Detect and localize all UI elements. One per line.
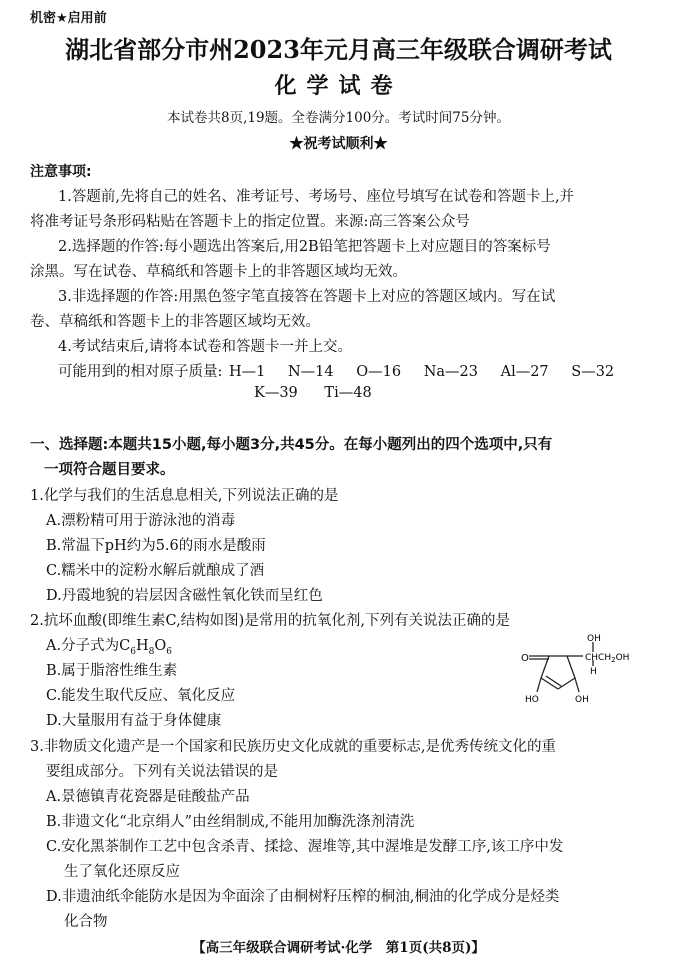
atomic-mass-label: 可能用到的相对原子质量: bbox=[58, 364, 223, 380]
q3-option-c-cont: 生了氧化还原反应 bbox=[64, 864, 180, 880]
ring-bond bbox=[558, 678, 575, 689]
q1-option-d: D.丹霞地貌的岩层因含磁性氧化铁而呈红色 bbox=[46, 588, 323, 604]
side-chain-label: $CHCH_2OH$ bbox=[585, 653, 630, 664]
atomic-mass-row bbox=[58, 360, 614, 381]
oh-bottom-label: OH bbox=[575, 695, 589, 705]
atomic-mass: O—16 bbox=[356, 364, 402, 380]
ring-double-bond bbox=[546, 676, 561, 686]
carbonyl-oxygen-label: O bbox=[521, 653, 529, 664]
section-heading-cont: 一项符合题目要求。 bbox=[44, 462, 175, 478]
section-heading: 一、选择题:本题共15小题,每小题3分,共45分。在每小题列出的四个选项中,只有 bbox=[30, 437, 553, 453]
atomic-mass: Al—27 bbox=[500, 364, 549, 380]
atomic-mass: Na—23 bbox=[423, 364, 478, 380]
q2-option-a bbox=[46, 634, 172, 657]
hydroxyl-bond bbox=[537, 678, 541, 692]
note-line: 1.答题前,先将自己的姓名、准考证号、考场号、座位号填写在试卷和答题卡上,并 bbox=[58, 189, 575, 205]
secret-label: 机密★启用前 bbox=[30, 11, 107, 26]
note-line: 4.考试结束后,请将本试卷和答题卡一并上交。 bbox=[58, 339, 352, 355]
q2-option-c: C.能发生取代反应、氧化反应 bbox=[46, 688, 236, 704]
exam-title: 湖北省部分市州2023年元月高三年级联合调研考试 bbox=[65, 35, 612, 64]
question-3-stem: 3.非物质文化遗产是一个国家和民族历史文化成就的重要标志,是优秀传统文化的重 bbox=[30, 739, 556, 755]
question-1-stem: 1.化学与我们的生活息息相关,下列说法正确的是 bbox=[30, 488, 339, 504]
molecular-formula: $C_6H_8O_6$ bbox=[119, 638, 172, 657]
q1-option-c: C.糯米中的淀粉水解后就酿成了酒 bbox=[46, 563, 265, 579]
atomic-mass: N—14 bbox=[287, 364, 334, 380]
ring-bond bbox=[541, 678, 558, 689]
ho-bottom-label: HO bbox=[525, 695, 539, 705]
note-line: 卷、草稿纸和答题卡上的非答题区域均无效。 bbox=[30, 314, 320, 330]
vitamin-c-structure bbox=[501, 634, 661, 714]
note-line: 涂黑。写在试卷、草稿纸和答题卡上的非答题区域均无效。 bbox=[30, 264, 407, 280]
h-label: H bbox=[590, 667, 597, 677]
exam-wish: ★祝考试顺利★ bbox=[289, 136, 388, 152]
q3-option-b: B.非遗文化“北京绢人”由丝绢制成,不能用加酶洗涤剂清洗 bbox=[46, 814, 415, 830]
question-2-stem: 2.抗坏血酸(即维生素C,结构如图)是常用的抗氧化剂,下列有关说法正确的是 bbox=[30, 613, 510, 629]
q2-option-d: D.大量服用有益于身体健康 bbox=[46, 713, 222, 729]
q2-option-b: B.属于脂溶性维生素 bbox=[46, 663, 178, 679]
q1-option-b: B.常温下pH约为5.6的雨水是酸雨 bbox=[46, 538, 266, 554]
atomic-mass-row-2 bbox=[254, 385, 372, 401]
q3-option-a: A.景德镇青花瓷器是硅酸盐产品 bbox=[46, 789, 250, 805]
atomic-mass: S—32 bbox=[571, 364, 615, 380]
hydroxyl-bond bbox=[575, 678, 579, 692]
oh-top-label: OH bbox=[587, 634, 601, 644]
ring-bond bbox=[567, 656, 575, 678]
notes-title: 注意事项: bbox=[30, 164, 92, 180]
exam-subtitle: 化学试卷 bbox=[274, 73, 403, 99]
page-footer: 【高三年级联合调研考试·化学 第1页(共8页)】 bbox=[192, 940, 485, 956]
q3-option-d-cont: 化合物 bbox=[64, 914, 108, 930]
q3-option-d: D.非遗油纸伞能防水是因为伞面涂了由桐树籽压榨的桐油,桐油的化学成分是烃类 bbox=[46, 889, 560, 905]
question-3-stem-cont: 要组成部分。下列有关说法错误的是 bbox=[46, 764, 278, 780]
note-line: 将准考证号条形码粘贴在答题卡上的指定位置。来源:高三答案公众号 bbox=[30, 214, 470, 230]
note-line: 3.非选择题的作答:用黑色签字笔直接答在答题卡上对应的答题区域内。写在试 bbox=[58, 289, 556, 305]
q3-option-c: C.安化黑茶制作工艺中包含杀青、揉捻、渥堆等,其中渥堆是发酵工序,该工序中发 bbox=[46, 839, 564, 855]
q2-option-a-prefix: A.分子式为 bbox=[46, 638, 120, 654]
q1-option-a: A.漂粉精可用于游泳池的消毒 bbox=[46, 513, 236, 529]
atomic-mass: K—39 bbox=[254, 385, 298, 401]
exam-info: 本试卷共8页,19题。全卷满分100分。考试时间75分钟。 bbox=[166, 110, 510, 126]
atomic-mass: H—1 bbox=[229, 364, 266, 380]
note-line: 2.选择题的作答:每小题选出答案后,用2B铅笔把答题卡上对应题目的答案标号 bbox=[58, 239, 551, 255]
atomic-mass: Ti—48 bbox=[324, 385, 372, 401]
